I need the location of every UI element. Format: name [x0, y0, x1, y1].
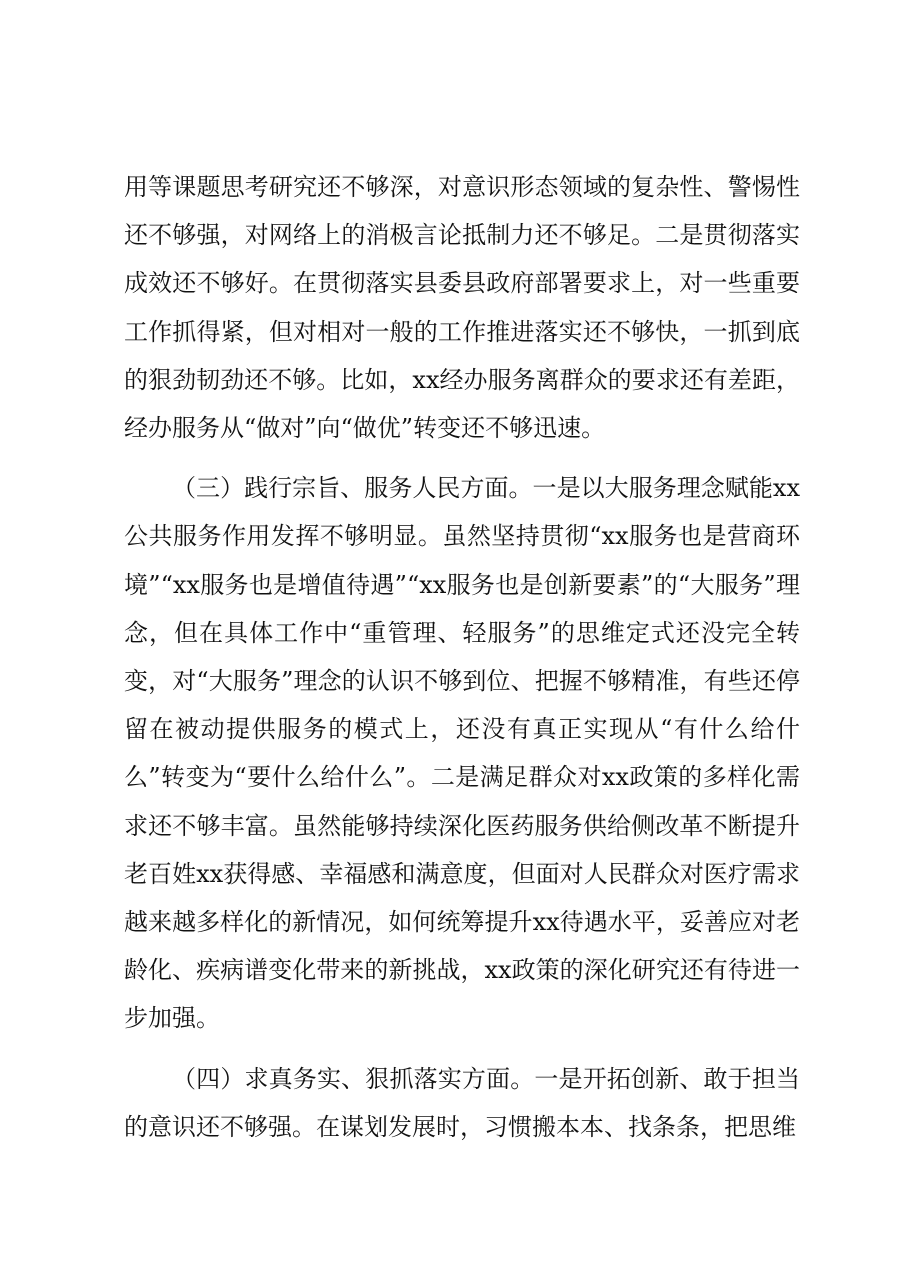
document-body	[124, 163, 800, 1151]
paragraph-section-three: （三）践行宗旨、服务人民方面。一是以大服务理念赋能xx公共服务作用发挥不够明显。虽然坚持贯彻“xx服务也是营商环境”“xx服务也是增值待遇”“xx服务也是创新要素”的“大服务”理念，但在具体工作中“重管理、轻服务”的思维定式还没完全转变，对“大服务”理念的认识不够到位、把握不够精准，有些还停留在被动提供服务的模式上，还没有真正实现从“有什么给什么”转变为“要什么给什么”。二是满足群众对xx政策的多样化需求还不够丰富。虽然能够持续深化医药服务供给侧改革不断提升老百姓xx获得感、幸福感和满意度，但面对人民群众对医疗需求越来越多样化的新情况，如何统筹提升xx待遇水平，妥善应对老龄化、疾病谱变化带来的新挑战，xx政策的深化研究还有待进一步加强。	[124, 474, 800, 1033]
paragraph-section-four: （四）求真务实、狠抓落实方面。一是开拓创新、敢于担当的意识还不够强。在谋划发展时，习惯搬本本、找条条，把思维	[124, 1064, 800, 1141]
paragraph-continuation: 用等课题思考研究还不够深，对意识形态领域的复杂性、警惕性还不够强，对网络上的消极言论抵制力还不够足。二是贯彻落实成效还不够好。在贯彻落实县委县政府部署要求上，对一些重要工作抓得紧，但对相对一般的工作推进落实还不够快，一抓到底的狠劲韧劲还不够。比如，xx经办服务离群众的要求还有差距，经办服务从“做对”向“做优”转变还不够迅速。	[124, 173, 800, 443]
